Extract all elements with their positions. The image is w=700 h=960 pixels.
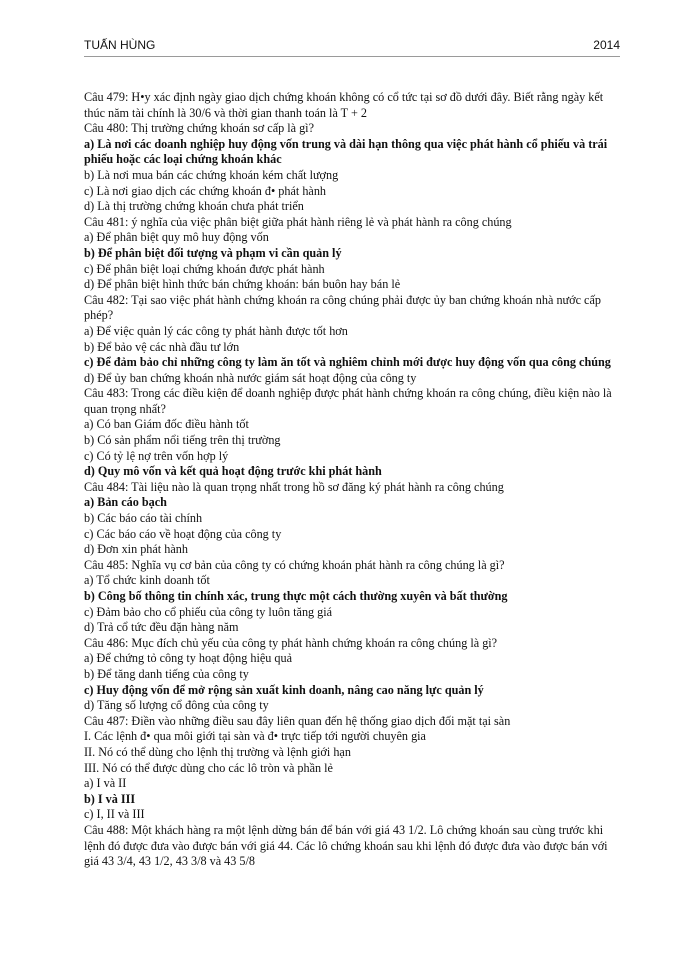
answer-highlighted: b) I và III (84, 791, 136, 806)
question-line: Câu 484: Tài liệu nào là quan trọng nhất trong hồ sơ đăng ký phát hành ra công chúng (84, 479, 504, 494)
option-line: I. Các lệnh đ• qua môi giới tại sàn và đ• trực tiếp tới người chuyên gia (84, 729, 426, 744)
answer-highlighted: b) Công bố thông tin chính xác, trung thực một cách thường xuyên và bất thường (84, 589, 508, 603)
question-line: Câu 481: ý nghĩa của việc phân biệt giữa phát hành riêng lẻ và phát hành ra công chúng (84, 214, 512, 229)
question-line: Câu 483: Trong các điều kiện để doanh nghiệp được phát hành chứng khoán ra công chúng, điều kiện nào là quan trọng nhất? (84, 386, 612, 416)
option-line: a) I và II (84, 776, 127, 791)
answer-highlighted: a) Là nơi các doanh nghiệp huy động vốn trung và dài hạn thông qua việc phát hành cổ phiếu và trái phiếu hoặc các loại chứng khoán khác (84, 136, 608, 167)
option-line: d) Là thị trường chứng khoán chưa phát triển (84, 199, 304, 214)
option-line: c) Đảm bảo cho cổ phiếu của công ty luôn tăng giá (84, 604, 333, 619)
option-line: d) Tăng số lượng cổ đông của công ty (84, 698, 269, 713)
question-line: Câu 485: Nghĩa vụ cơ bản của công ty có chứng khoán phát hành ra công chúng là gì? (84, 557, 505, 572)
question-line: Câu 486: Mục đích chủ yếu của công ty phát hành chứng khoán ra công chúng là gì? (84, 635, 498, 650)
option-line: c) Là nơi giao dịch các chứng khoán đ• phát hành (84, 183, 327, 198)
option-line: III. Nó có thể được dùng cho các lô tròn và phần lẻ (84, 760, 333, 775)
answer-highlighted: c) Huy động vốn để mở rộng sản xuất kinh doanh, nâng cao năng lực quản lý (84, 682, 484, 697)
answer-highlighted: d) Quy mô vốn và kết quả hoạt động trước khi phát hành (84, 464, 382, 479)
option-line: d) Trả cổ tức đều đặn hàng năm (84, 620, 239, 635)
option-line: a) Để việc quản lý các công ty phát hành được tốt hơn (84, 323, 348, 338)
option-line: a) Có ban Giám đốc điều hành tốt (84, 417, 249, 432)
option-line: c) I, II và III (84, 807, 145, 822)
answer-highlighted: a) Bản cáo bạch (84, 495, 167, 510)
page-header (84, 38, 620, 57)
option-line: b) Để bảo vệ các nhà đầu tư lớn (84, 339, 240, 354)
header-year: 2014 (593, 38, 620, 52)
option-line: a) Để phân biệt quy mô huy động vốn (84, 230, 269, 245)
question-line: Câu 487: Điền vào những điều sau đây liên quan đến hệ thống giao dịch đối mặt tại sàn (84, 713, 511, 728)
option-line: b) Có sản phẩm nổi tiếng trên thị trường (84, 433, 281, 448)
option-line: d) Để ủy ban chứng khoán nhà nước giám sát hoạt động của công ty (84, 370, 417, 385)
option-line: c) Để phân biệt loại chứng khoán được phát hành (84, 261, 325, 276)
option-line: c) Các báo cáo về hoạt động của công ty (84, 526, 282, 541)
answer-highlighted: c) Để đảm bảo chỉ những công ty làm ăn tốt và nghiêm chỉnh mới được huy động vốn qua công chúng (84, 355, 611, 370)
header-author: TUẤN HÙNG (84, 38, 156, 52)
option-line: d) Để phân biệt hình thức bán chứng khoán: bán buôn hay bán lẻ (84, 277, 401, 292)
question-line: Câu 488: Một khách hàng ra một lệnh dừng bán để bán với giá 43 1/2. Lô chứng khoán sau cùng trước khi lệnh đó được đưa vào được bán với giá 44. Các lô chứng khoán sau khi lệnh đó được đưa vào được bán với giá 43 3/4, 43 1/2, 43 3/8 và 43 5/8 (84, 822, 608, 869)
document-body (84, 90, 620, 870)
question-line: Câu 479: H•y xác định ngày giao dịch chứng khoán không có cổ tức tại sơ đồ dưới đây. Biết rằng ngày kết thúc năm tài chính là 30/6 và thời gian thanh toán là T + 2 (84, 90, 604, 120)
question-line: Câu 482: Tại sao việc phát hành chứng khoán ra công chúng phải được ủy ban chứng khoán nhà nước cấp phép? (84, 292, 601, 323)
option-line: c) Có tỷ lệ nợ trên vốn hợp lý (84, 448, 229, 463)
option-line: d) Đơn xin phát hành (84, 542, 188, 557)
option-line: a) Để chứng tỏ công ty hoạt động hiệu quả (84, 651, 292, 666)
option-line: II. Nó có thể dùng cho lệnh thị trường và lệnh giới hạn (84, 744, 351, 759)
question-line: Câu 480: Thị trường chứng khoán sơ cấp là gì? (84, 121, 314, 136)
option-line: a) Tổ chức kinh doanh tốt (84, 573, 210, 588)
option-line: b) Các báo cáo tài chính (84, 511, 203, 526)
answer-highlighted: b) Để phân biệt đối tượng và phạm vi cần quản lý (84, 245, 342, 260)
option-line: b) Để tăng danh tiếng của công ty (84, 666, 249, 681)
option-line: b) Là nơi mua bán các chứng khoán kém chất lượng (84, 167, 339, 182)
